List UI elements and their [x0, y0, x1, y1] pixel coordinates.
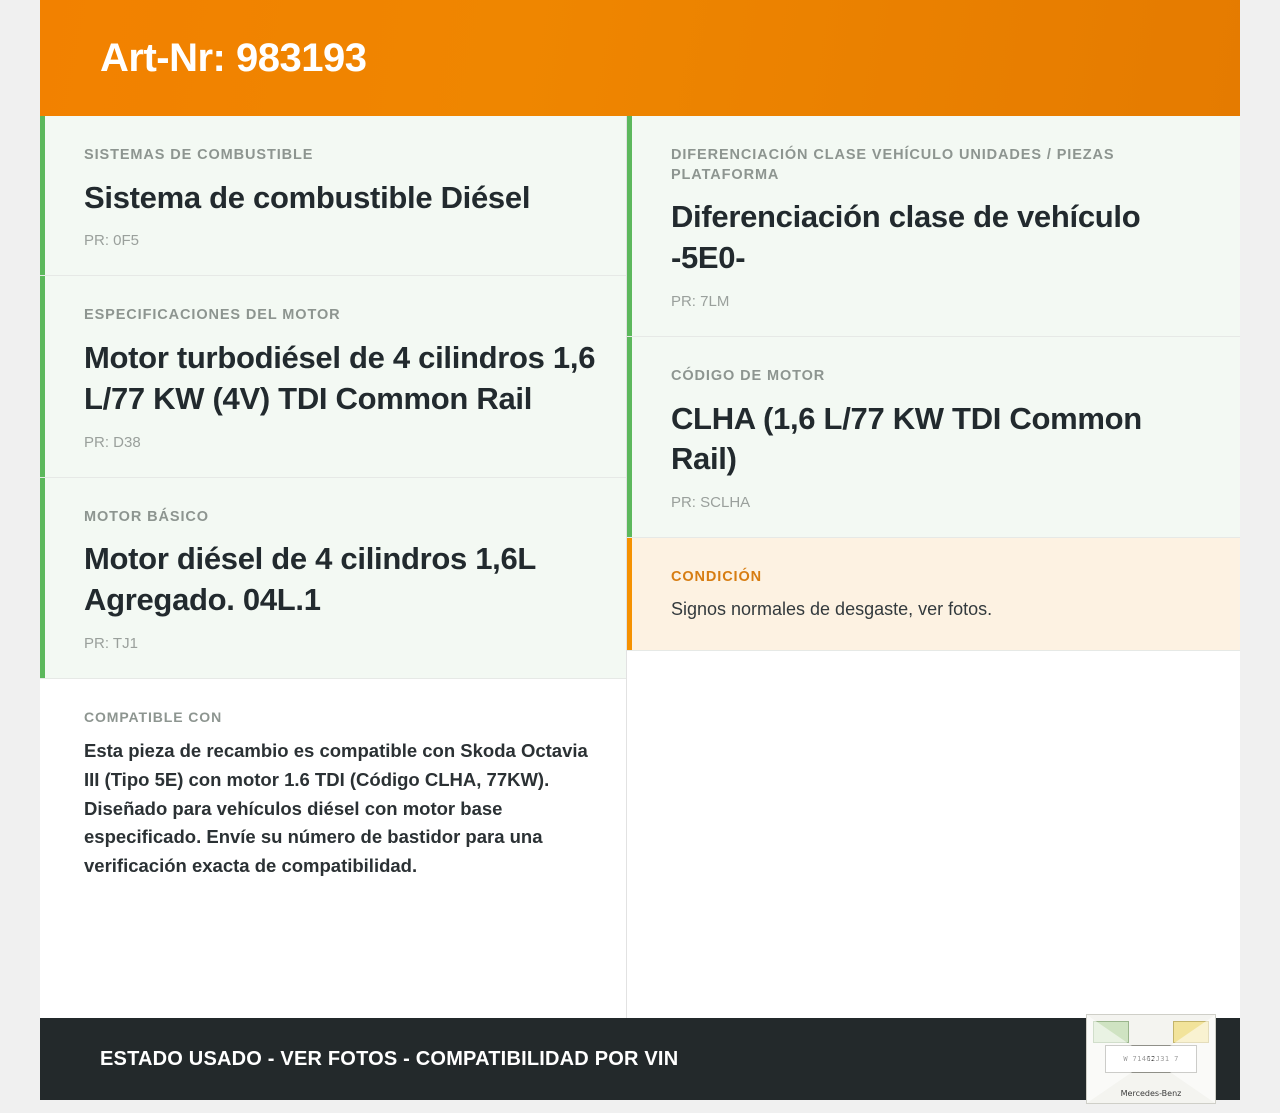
condition-card [627, 538, 1240, 651]
plate-text: W 71462J31 7 [1105, 1045, 1197, 1073]
spec-card-label: ESPECIFICACIONES DEL MOTOR [84, 307, 341, 324]
spec-card-base-engine [40, 478, 626, 679]
spec-card-engine-specs [40, 276, 626, 477]
plate-caption: Mercedes-Benz [1120, 1089, 1182, 1098]
footer-text: ESTADO USADO - VER FOTOS - COMPATIBILIDAD POR VIN [100, 1047, 679, 1070]
spec-card-fuel-system [40, 116, 626, 276]
spec-card-vehicle-class [627, 116, 1240, 337]
header-banner [40, 0, 1240, 116]
spec-card-pr-code: PR: TJ1 [84, 635, 138, 653]
compatibility-section [40, 679, 626, 906]
compatibility-text: Esta pieza de recambio es compatible con Skoda Octavia III (Tipo 5E) con motor 1.6 TDI (Código CLHA, 77KW). Diseñado para vehículos diésel con motor base especificado. Envíe su número de bastidor para una verificación exacta de compatibilidad. [84, 740, 588, 876]
envelope-flap-left [1087, 1015, 1151, 1103]
spec-column-left [40, 116, 627, 1018]
page-title: Art-Nr: 983193 [100, 35, 367, 80]
spec-card-pr-code: PR: 7LM [670, 292, 730, 310]
spec-column-right [627, 116, 1240, 1018]
spec-card-pr-code: PR: D38 [84, 433, 141, 451]
envelope-flap-right [1151, 1015, 1215, 1103]
compatibility-label: COMPATIBLE CON [84, 709, 223, 726]
spec-card-value: Motor turbodiésel de 4 cilindros 1,6 L/77 KW (4V) TDI Common Rail [84, 340, 596, 416]
envelope-icon[interactable] [1086, 1014, 1216, 1104]
condition-label: CONDICIÓN [670, 569, 763, 586]
spec-card-value: CLHA (1,6 L/77 KW TDI Common Rail) [670, 400, 1142, 477]
footer-bar [40, 1018, 1240, 1100]
spec-card-label: MOTOR BÁSICO [84, 508, 209, 525]
product-info-sheet [40, 0, 1240, 1100]
spec-card-label: CÓDIGO DE MOTOR [670, 367, 826, 384]
spec-card-value: Motor diésel de 4 cilindros 1,6L Agregado. 04L.1 [84, 541, 536, 618]
spec-card-label: SISTEMAS DE COMBUSTIBLE [84, 147, 314, 163]
spec-card-value: Diferenciación clase de vehículo -5E0- [670, 199, 1141, 276]
spec-card-pr-code: PR: 0F5 [84, 232, 140, 250]
spec-card-pr-code: PR: SCLHA [670, 494, 751, 512]
condition-text: Signos normales de desgaste, ver fotos. [670, 598, 993, 619]
left-column-spacer [40, 907, 626, 1018]
spec-card-label: DIFERENCIACIÓN CLASE VEHÍCULO UNIDADES / PIEZAS PLATAFORMA [670, 147, 1115, 183]
spec-card-value: Sistema de combustible Diésel [84, 179, 531, 215]
spec-card-engine-code [627, 337, 1240, 538]
spec-grid [40, 116, 1240, 1018]
right-column-spacer [627, 651, 1240, 1018]
